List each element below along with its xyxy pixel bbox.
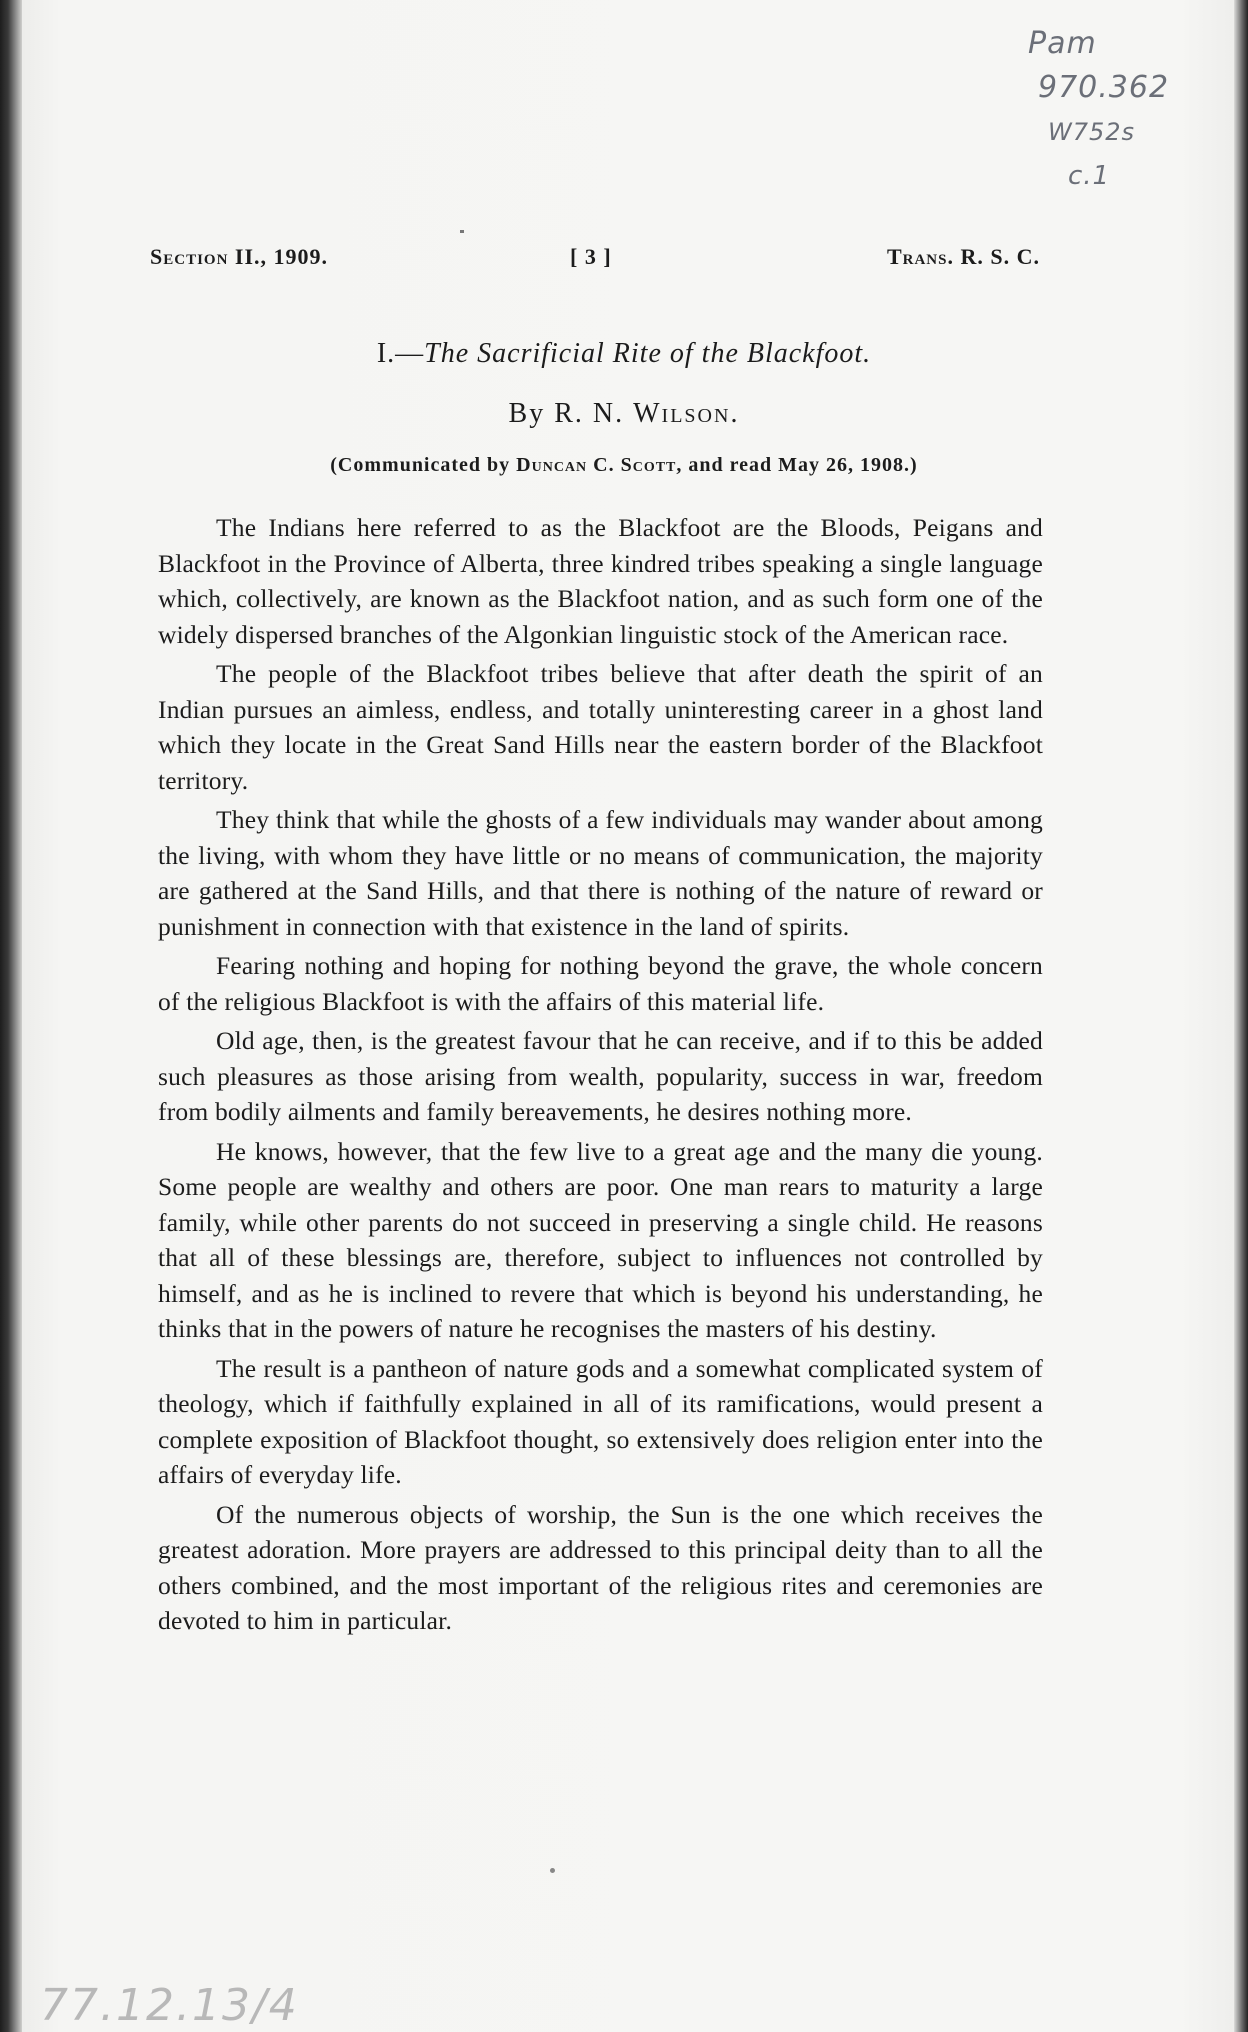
- article-number: I.—: [376, 338, 425, 369]
- body-paragraph: He knows, however, that the few live to a great age and the many die young. Some people are wealthy and others are poor. One man rears to maturity a large family, while other parents do not succeed in preserving a single child. He reasons that all of these blessings are, therefore, subject to influences not controlled by himself, and as he is inclined to revere that which is beyond his understanding, he thinks that in the powers of nature he recognises the masters of his destiny.: [158, 1136, 1043, 1343]
- comm-suffix: , and read May 26, 1908.): [676, 454, 918, 476]
- speck: [460, 230, 464, 233]
- page-right-shadow: [1234, 0, 1248, 2032]
- body-paragraph: The people of the Blackfoot tribes believe that after death the spirit of an Indian pursues an aimless, endless, and totally uninteresting career in a ghost land which they locate in the Great Sand Hills near the eastern border of the Blackfoot territory.: [158, 659, 1043, 795]
- byline-prefix: By R. N.: [508, 398, 634, 429]
- pencil-accession-number: 77.12.13/4: [40, 1980, 299, 2031]
- article-title-text: The Sacrificial Rite of the Blackfoot.: [424, 338, 872, 369]
- call-number-line: Pam: [1028, 26, 1097, 61]
- running-head-journal: Trans. R. S. C.: [886, 244, 1040, 269]
- author-surname: Wilson.: [633, 398, 740, 429]
- speck: [550, 1868, 555, 1873]
- page-number: [ 3 ]: [570, 244, 612, 269]
- byline: [0, 398, 1248, 430]
- call-number-line: c.1: [1068, 161, 1111, 191]
- communicator-name: Duncan C. Scott: [516, 454, 677, 476]
- body-paragraph: The Indians here referred to as the Blackfoot are the Bloods, Peigans and Blackfoot in the Province of Alberta, three kindred tribes speaking a single language which, collectively, are known as the Blackfoot nation, and as such form one of the widely dispersed branches of the Algonkian linguistic stock of the American race.: [158, 513, 1043, 649]
- body-paragraph: Old age, then, is the greatest favour that he can receive, and if to this be added such pleasures as those arising from wealth, popularity, success in war, freedom from bodily ailments and family bereavements, he desires nothing more.: [158, 1026, 1043, 1126]
- page-left-shadow: [0, 0, 22, 2032]
- running-head-section: Section II., 1909.: [150, 244, 329, 269]
- communication-note: [0, 454, 1248, 477]
- call-number-line: W752s: [1048, 118, 1136, 146]
- body-paragraph: They think that while the ghosts of a few individuals may wander about among the living, with whom they have little or no means of communication, the majority are gathered at the Sand Hills, and that there is nothing of the nature of reward or punishment in connection with that existence in the land of spirits.: [158, 805, 1043, 941]
- body-paragraph: Fearing nothing and hoping for nothing beyond the grave, the whole concern of the religious Blackfoot is with the affairs of this material life.: [158, 951, 1043, 1016]
- comm-prefix: (Communicated by: [330, 454, 517, 476]
- body-paragraph: Of the numerous objects of worship, the Sun is the one which receives the greatest adoration. More prayers are addressed to this principal deity than to all the others combined, and the most important of the religious rites and ceremonies are devoted to him in particular.: [158, 1499, 1043, 1635]
- call-number-line: 970.362: [1038, 70, 1170, 105]
- article-body: [158, 510, 1043, 1643]
- body-paragraph: The result is a pantheon of nature gods and a somewhat complicated system of theology, which if faithfully explained in all of its ramifications, would present a complete exposition of Blackfoot thought, so extensively does religion enter into the affairs of everyday life.: [158, 1353, 1043, 1489]
- call-number-handwriting: [988, 22, 1188, 198]
- article-title: [0, 338, 1248, 370]
